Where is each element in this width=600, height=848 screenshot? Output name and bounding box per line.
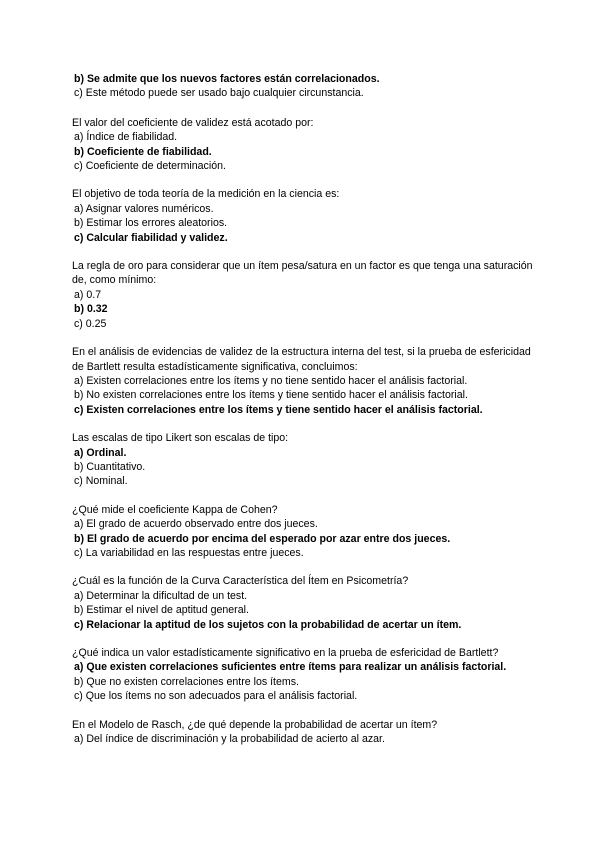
answer-option: b) No existen correlaciones entre los ítems y tiene sentido hacer el análisis factorial.	[74, 389, 468, 402]
answer-option: b) Coeficiente de fiabilidad.	[74, 145, 212, 158]
question-block-7	[72, 503, 540, 561]
answer-option: b) Estimar el nivel de aptitud general.	[74, 604, 249, 617]
question-block-6	[72, 431, 540, 489]
answer-option: b) Cuantitativo.	[74, 460, 146, 473]
question-text: La regla de oro para considerar que un ítem pesa/satura en un factor es que tenga una saturación de, como mínimo:	[72, 260, 533, 287]
answer-option: c) Nominal.	[74, 475, 128, 488]
question-text: ¿Cuál es la función de la Curva Característica del Ítem en Psicometría?	[72, 575, 409, 588]
question-block-1	[72, 72, 540, 101]
question-block-10	[72, 718, 540, 747]
answer-option: c) La variabilidad en las respuestas entre jueces.	[74, 546, 304, 559]
answer-option: a) Asignar valores numéricos.	[74, 202, 214, 215]
question-block-3	[72, 187, 540, 245]
question-block-8	[72, 574, 540, 632]
question-block-2	[72, 116, 540, 174]
question-block-4	[72, 259, 540, 331]
answer-option: b) El grado de acuerdo por encima del esperado por azar entre dos jueces.	[74, 532, 451, 545]
question-text: En el Modelo de Rasch, ¿de qué depende la probabilidad de acertar un ítem?	[72, 718, 438, 731]
answer-option: c) Este método puede ser usado bajo cualquier circunstancia.	[74, 87, 364, 100]
answer-option: a) El grado de acuerdo observado entre dos jueces.	[74, 518, 318, 531]
answer-option: a) Índice de fiabilidad.	[74, 131, 178, 144]
answer-option: a) Ordinal.	[74, 446, 127, 459]
answer-option: c) Coeficiente de determinación.	[74, 160, 226, 173]
question-text: ¿Qué mide el coeficiente Kappa de Cohen?	[72, 503, 278, 516]
answer-option: a) Del índice de discriminación y la probabilidad de acierto al azar.	[74, 733, 385, 746]
answer-option: a) Que existen correlaciones suficientes entre ítems para realizar un análisis factorial.	[74, 661, 507, 674]
answer-option: b) Se admite que los nuevos factores están correlacionados.	[74, 73, 380, 85]
question-text: En el análisis de evidencias de validez de la estructura interna del test, si la prueba de esfericidad de Bartlett resulta estadísticamente significativa, concluimos:	[72, 346, 531, 373]
answer-option: c) Que los ítems no son adecuados para el análisis factorial.	[74, 690, 358, 703]
answer-option: a) Determinar la dificultad de un test.	[74, 589, 248, 602]
answer-option: c) Relacionar la aptitud de los sujetos con la probabilidad de acertar un ítem.	[74, 618, 462, 631]
answer-option: a) Existen correlaciones entre los ítems y no tiene sentido hacer el análisis factorial.	[74, 374, 468, 387]
answer-option: c) Existen correlaciones entre los ítems y tiene sentido hacer el análisis factorial.	[74, 403, 483, 416]
answer-option: a) 0.7	[74, 288, 102, 301]
question-text: El valor del coeficiente de validez está acotado por:	[72, 116, 314, 129]
answer-option: c) Calcular fiabilidad y validez.	[74, 231, 228, 244]
answer-option: b) Estimar los errores aleatorios.	[74, 217, 228, 230]
answer-option: b) Que no existen correlaciones entre los ítems.	[74, 675, 299, 688]
answer-option: c) 0.25	[74, 317, 107, 330]
question-text: Las escalas de tipo Likert son escalas de tipo:	[72, 432, 289, 445]
question-text: El objetivo de toda teoría de la medición en la ciencia es:	[72, 188, 340, 201]
question-text: ¿Qué indica un valor estadísticamente significativo en la prueba de esfericidad de Bartlett?	[72, 647, 499, 659]
question-block-5	[72, 345, 540, 417]
question-block-9	[72, 646, 540, 704]
answer-option: b) 0.32	[74, 303, 108, 316]
